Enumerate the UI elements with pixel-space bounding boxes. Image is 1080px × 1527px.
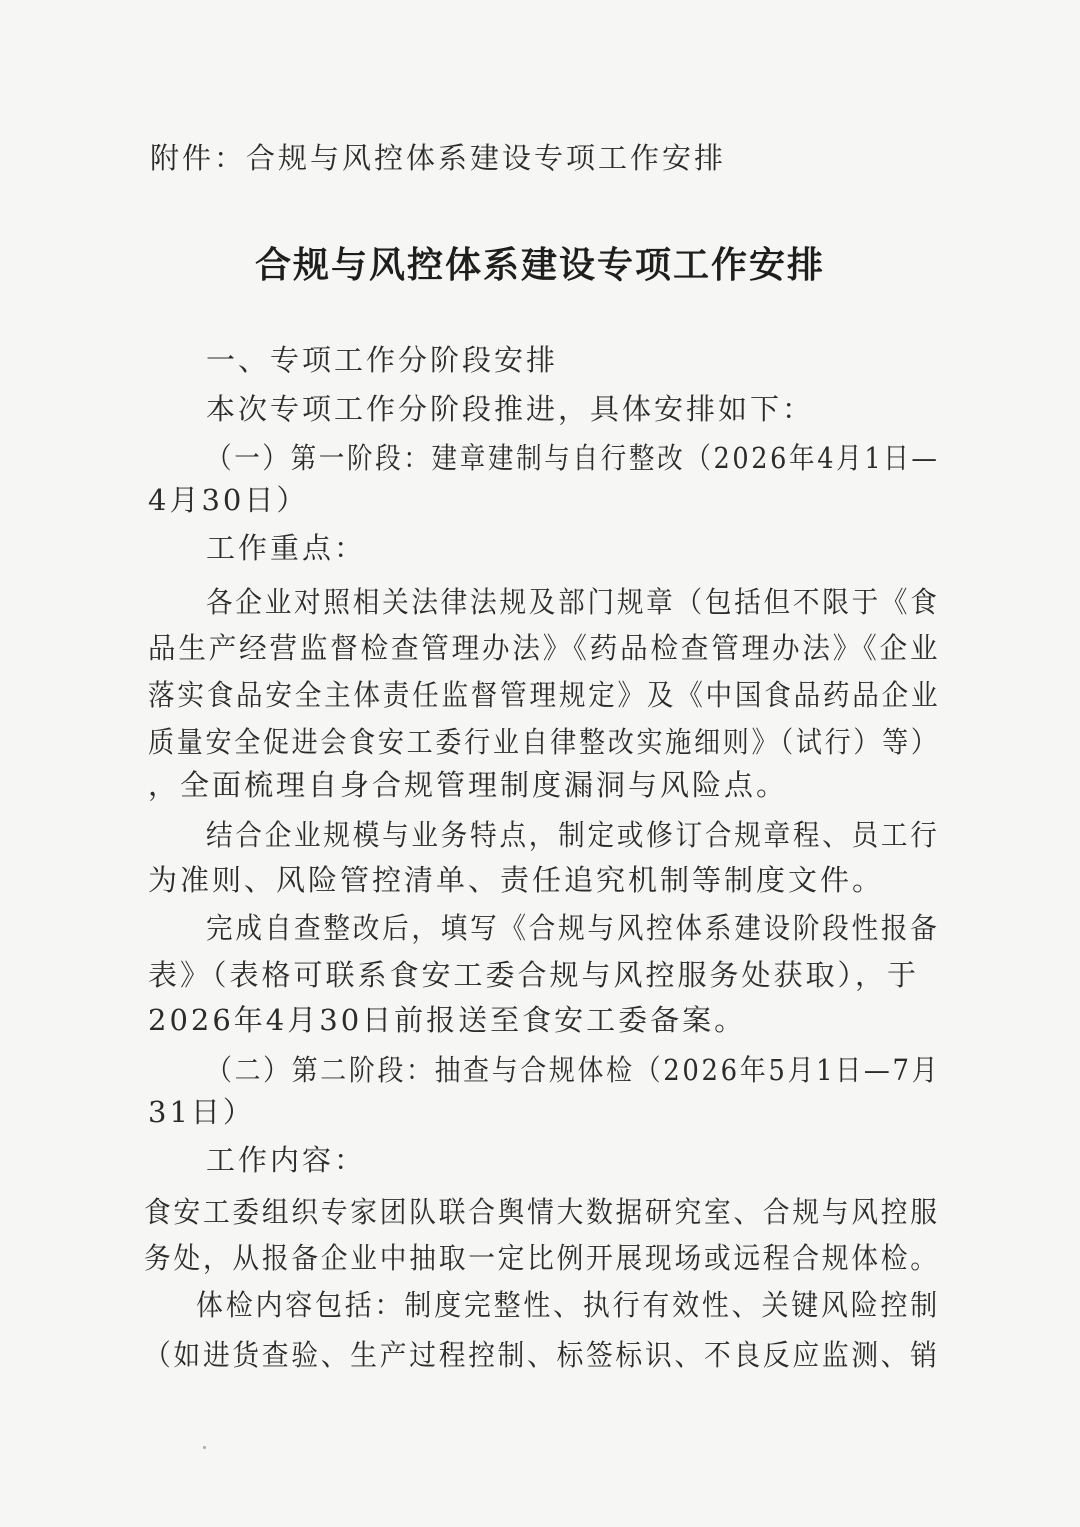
- phase-one-heading-cont: 4月30日）: [148, 483, 309, 517]
- paragraph-line: 本次专项工作分阶段推进，具体安排如下：: [206, 392, 815, 426]
- paragraph-line: 各企业对照相关法律法规及部门规章（包括但不限于《食: [206, 585, 940, 619]
- scan-speck: [203, 1446, 206, 1449]
- work-content-label: 工作内容：: [206, 1143, 367, 1177]
- phase-two-heading: （二）第二阶段：抽查与合规体检（2026年5月1日—7月: [206, 1053, 941, 1087]
- paragraph-line: 表》（表格可联系食安工委合规与风控服务处获取），于: [148, 958, 920, 992]
- paragraph-line: 务处，从报备企业中抽取一定比例开展现场或远程合规体检。: [144, 1241, 940, 1275]
- paragraph-line: 质量安全促进会食安工委行业自律整改实施细则》（试行）等）: [148, 725, 940, 759]
- paragraph-line: 落实食品安全主体责任监督管理规定》及《中国食品药品企业: [148, 678, 941, 712]
- paragraph-line: 为准则、风险管控清单、责任追究机制等制度文件。: [148, 863, 885, 897]
- section-heading: 一、专项工作分阶段安排: [206, 343, 559, 377]
- paragraph-line: 体检内容包括：制度完整性、执行有效性、关键风险控制: [196, 1288, 941, 1322]
- paragraph-line: 结合企业规模与业务特点，制定或修订合规章程、员工行: [206, 818, 940, 852]
- phase-one-heading: （一）第一阶段：建章建制与自行整改（2026年4月1日—: [206, 441, 940, 475]
- attachment-header: 附件：合规与风控体系建设专项工作安排: [150, 141, 727, 175]
- paragraph-line: ，全面梳理自身合规管理制度漏洞与风险点。: [148, 768, 789, 802]
- paragraph-line: （如进货查验、生产过程控制、标签标识、不良反应监测、销: [144, 1338, 940, 1372]
- paragraph-line: 2026年4月30日前报送至食安工委备案。: [148, 1003, 747, 1037]
- paragraph-line: 品生产经营监督检查管理办法》《药品检查管理办法》《企业: [148, 631, 941, 665]
- phase-two-heading-cont: 31日）: [148, 1095, 255, 1129]
- paragraph-line: 完成自查整改后，填写《合规与风控体系建设阶段性报备: [206, 911, 940, 945]
- work-focus-label: 工作重点：: [206, 531, 367, 565]
- document-title: 合规与风控体系建设专项工作安排: [254, 245, 825, 286]
- paragraph-line: 食安工委组织专家团队联合舆情大数据研究室、合规与风控服: [144, 1195, 940, 1229]
